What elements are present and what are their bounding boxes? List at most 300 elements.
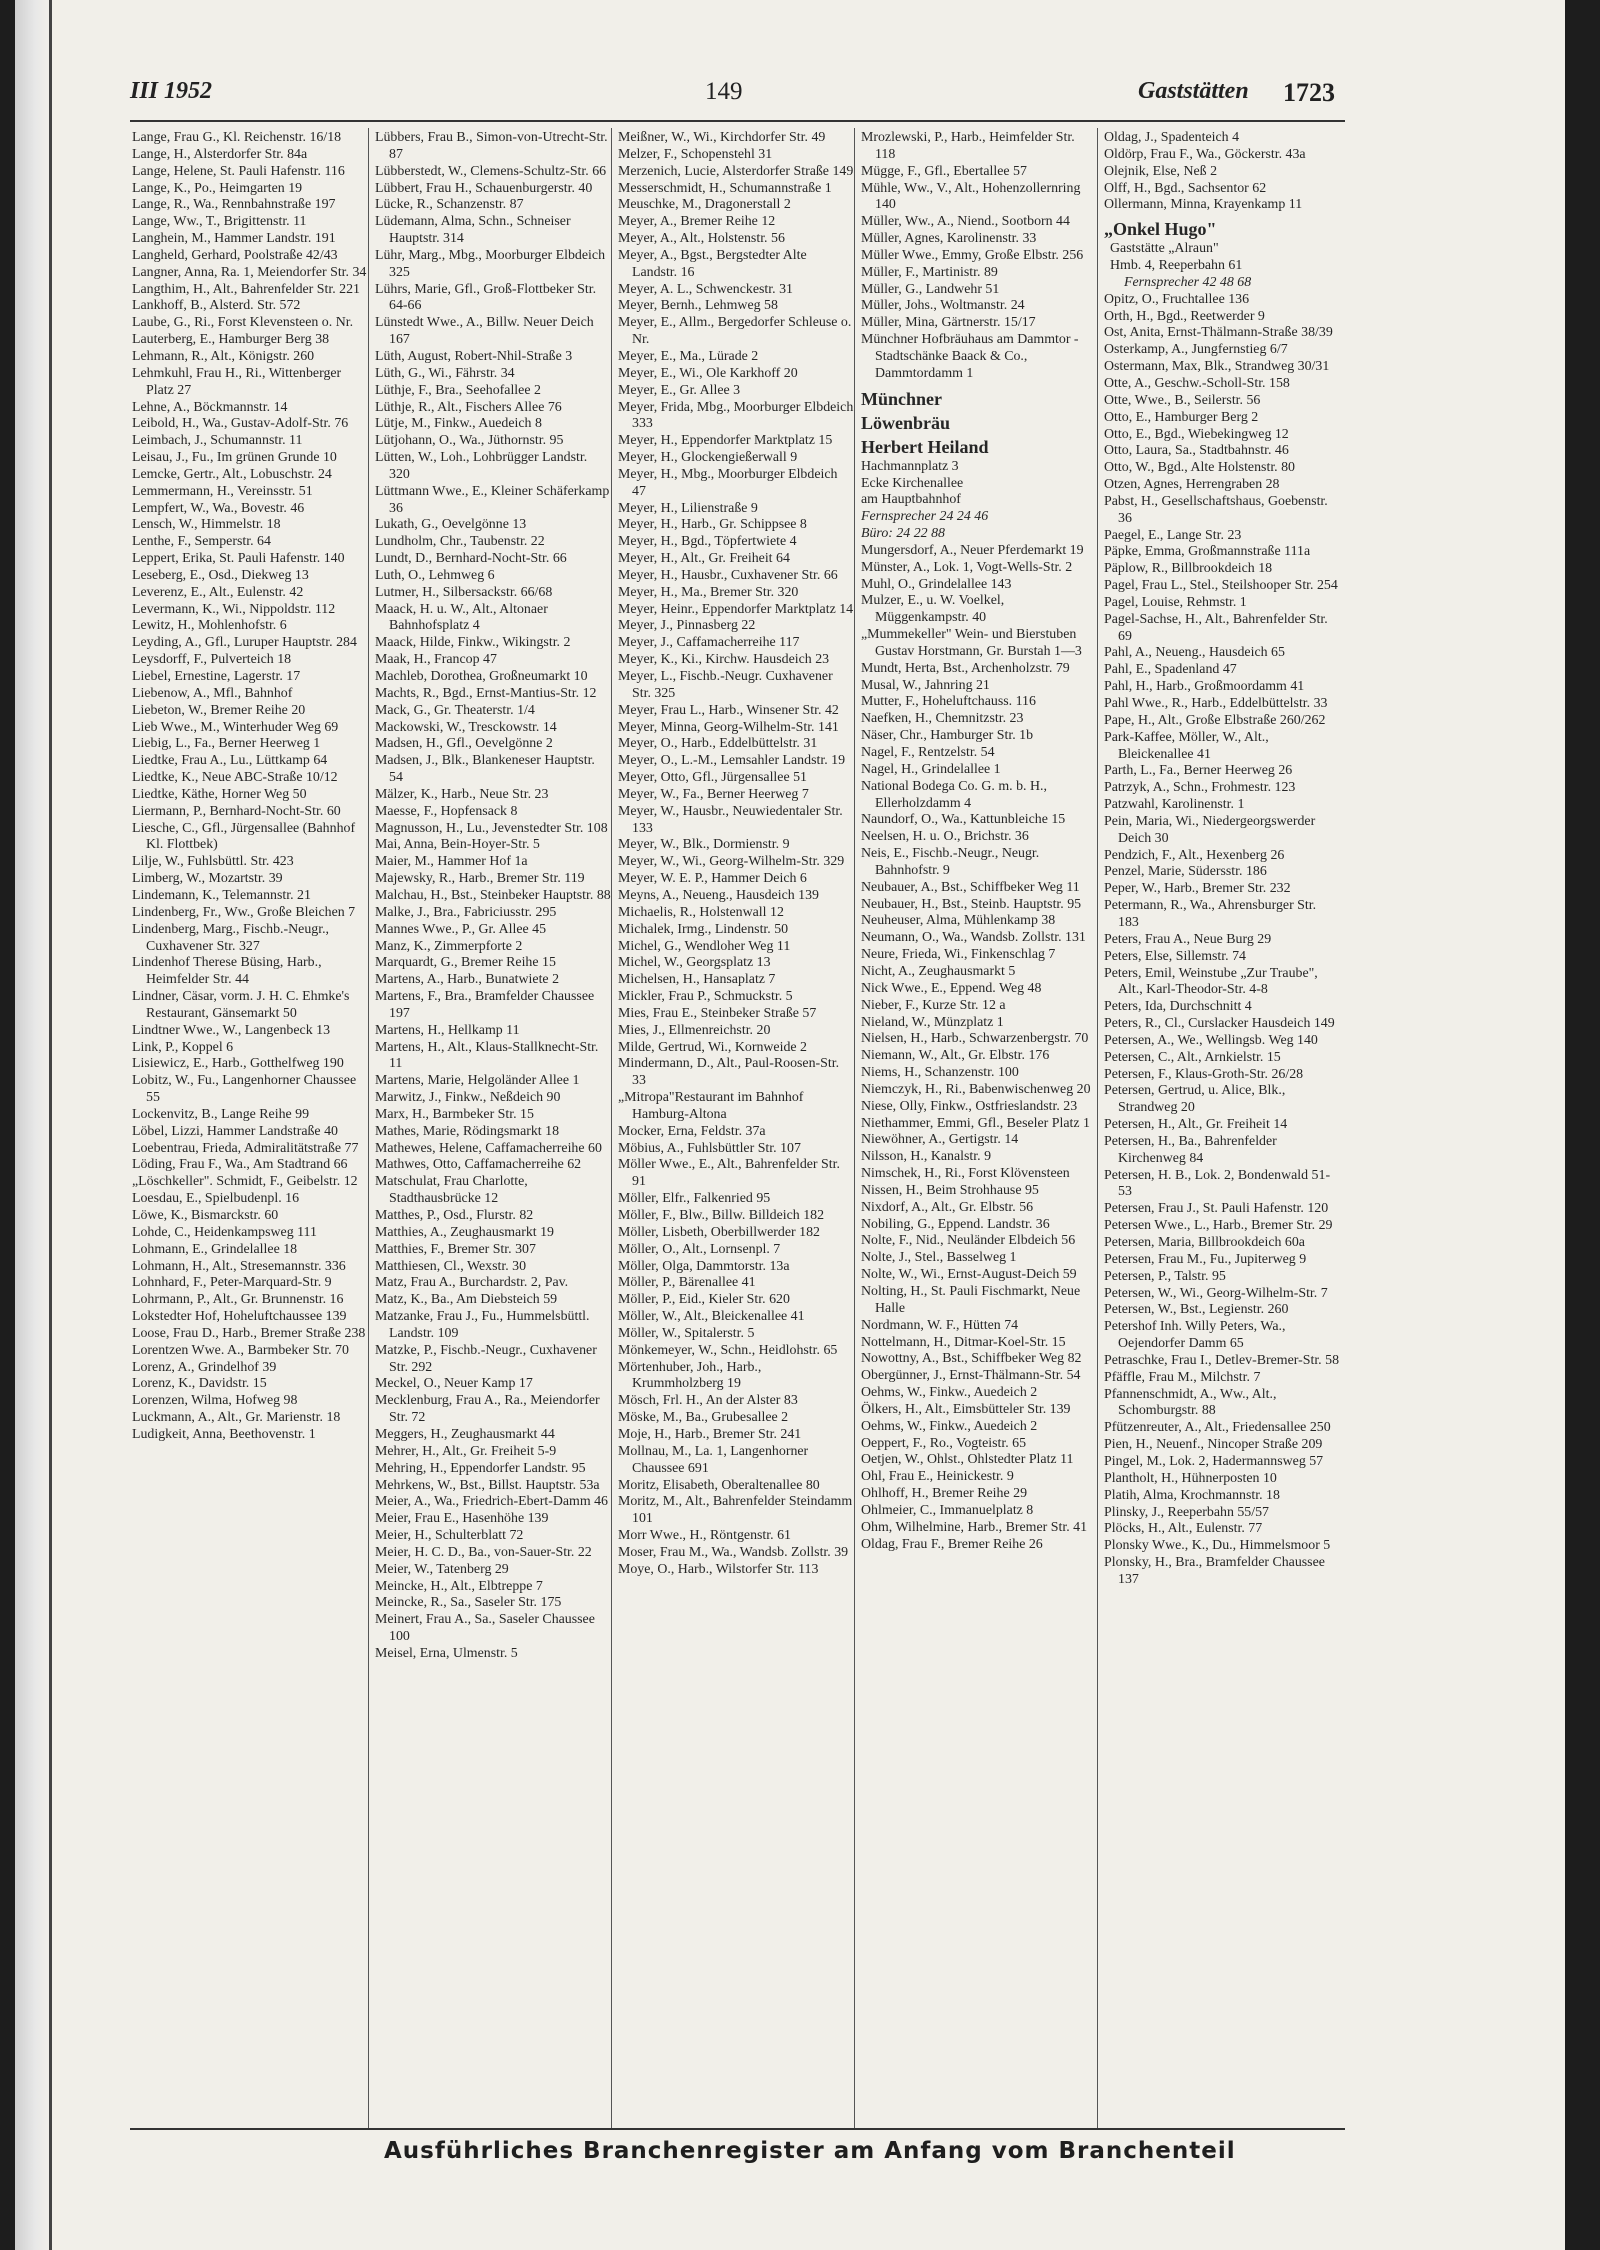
directory-entry: Maack, Hilde, Finkw., Wikingstr. 2: [375, 635, 571, 651]
directory-entry: Meyer, H., Glockengießerwall 9: [618, 450, 798, 466]
directory-entry: Neelsen, H. u. O., Brichstr. 36: [861, 829, 1029, 845]
directory-entry: Madsen, H., Gfl., Oevelgönne 2: [375, 736, 553, 752]
directory-entry: Meyer, W., Blk., Dormienstr. 9: [618, 837, 790, 853]
directory-entry: Lütjohann, O., Wa., Jüthornstr. 95: [375, 433, 564, 449]
directory-entry: Lange, Ww., T., Brigittenstr. 11: [132, 214, 307, 230]
directory-entry: Morr Wwe., H., Röntgenstr. 61: [618, 1528, 791, 1544]
directory-entry: Meißner, W., Wi., Kirchdorfer Str. 49: [618, 130, 826, 145]
directory-entry: Loesdau, E., Spielbudenpl. 16: [132, 1191, 300, 1207]
directory-entry: Otto, E., Hamburger Berg 2: [1104, 409, 1259, 425]
directory-entry: Lankhoff, B., Alsterd. Str. 572: [132, 298, 301, 314]
directory-entry: Mösch, Frl. H., An der Alster 83: [618, 1393, 798, 1409]
directory-entry: Mocker, Erna, Feldstr. 37a: [618, 1123, 766, 1139]
directory-entry: Michelsen, H., Hansaplatz 7: [618, 972, 776, 988]
directory-entry: Meyns, A., Neueng., Hausdeich 139: [618, 887, 819, 903]
directory-entry: Meckel, O., Neuer Kamp 17: [375, 1376, 533, 1392]
directory-column-4: [861, 130, 1097, 1554]
ad-phone-line: Fernsprecher 42 48 68: [1124, 274, 1252, 290]
directory-entry: Oldörp, Frau F., Wa., Göckerstr. 43a: [1104, 146, 1306, 162]
directory-entry: Mack, G., Gr. Theaterstr. 1/4: [375, 702, 535, 718]
directory-entry: Lobitz, W., Fu., Langenhorner Chaussee 55: [132, 1073, 357, 1106]
directory-entry: Meyer, H., Bgd., Töpfertwiete 4: [618, 534, 797, 550]
directory-entry: Meyer, W., Wi., Georg-Wilhelm-Str. 329: [618, 854, 845, 870]
directory-entry: Otto, E., Bgd., Wiebekingweg 12: [1104, 426, 1289, 442]
ad-title-line: Löwenbräu: [861, 412, 951, 433]
directory-entry: Mehrkens, W., Bst., Billst. Hauptstr. 53a: [375, 1477, 600, 1493]
directory-entry: Meuschke, M., Dragonerstall 2: [618, 197, 791, 213]
ad-address-line: Hachmannplatz 3: [861, 458, 959, 474]
directory-entry: Petersen, W., Wi., Georg-Wilhelm-Str. 7: [1104, 1285, 1328, 1301]
directory-entry: Pagel-Sachse, H., Alt., Bahrenfelder Str. 69: [1104, 611, 1328, 644]
directory-entry: Möller, Elfr., Falkenried 95: [618, 1191, 771, 1207]
directory-entry: Meincke, H., Alt., Elbtreppe 7: [375, 1578, 543, 1594]
directory-entry: Lindner, Cäsar, vorm. J. H. C. Ehmke's Restaurant, Gänsemarkt 50: [132, 989, 350, 1021]
directory-entry: Pagel, Louise, Rehmstr. 1: [1104, 594, 1247, 610]
footer-note: Ausführliches Branchenregister am Anfang vom Branchenteil: [384, 2138, 1236, 2164]
directory-entry: Magnusson, H., Lu., Jevenstedter Str. 108: [375, 820, 608, 836]
header-volume-year: III 1952: [130, 78, 213, 104]
directory-entry: Moritz, Elisabeth, Oberaltenallee 80: [618, 1477, 820, 1493]
directory-entry: Peper, W., Harb., Bremer Str. 232: [1104, 881, 1291, 897]
directory-entry: Matthiesen, Cl., Wexstr. 30: [375, 1258, 527, 1274]
footer-rule: [130, 2128, 1345, 2130]
directory-entry: Nolte, W., Wi., Ernst-August-Deich 59: [861, 1267, 1077, 1283]
directory-entry: Lührs, Marie, Gfl., Groß-Flottbeker Str. 64-66: [375, 281, 597, 314]
directory-entry: Nolting, H., St. Pauli Fischmarkt, Neue Halle: [861, 1284, 1081, 1316]
directory-entry: Lohnhard, F., Peter-Marquard-Str. 9: [132, 1275, 332, 1291]
directory-entry: Möller, P., Bärenallee 41: [618, 1275, 756, 1291]
directory-entry: Luth, O., Lehmweg 6: [375, 567, 495, 583]
directory-entry: Lehmkuhl, Frau H., Ri., Wittenberger Platz 27: [132, 365, 342, 398]
directory-entry: Mungersdorf, A., Neuer Pferdemarkt 19: [861, 542, 1084, 558]
directory-entry: Langheld, Gerhard, Poolstraße 42/43: [132, 247, 338, 263]
directory-entry: Lempfert, W., Wa., Bovestr. 46: [132, 500, 305, 516]
directory-entry: Liesche, C., Gfl., Jürgensallee (Bahnhof Kl. Flottbek): [132, 820, 356, 853]
directory-entry: Nielsen, H., Harb., Schwarzenbergstr. 70: [861, 1031, 1089, 1047]
directory-entry: Pagel, Frau L., Stel., Steilshooper Str. 254: [1104, 578, 1338, 594]
directory-entry: Petersen, H. B., Lok. 2, Bondenwald 51-53: [1104, 1167, 1331, 1200]
directory-entry: Otte, Wwe., B., Seilerstr. 56: [1104, 392, 1261, 408]
directory-entry: Näser, Chr., Hamburger Str. 1b: [861, 728, 1034, 744]
directory-entry: Petersen, C., Alt., Arnkielstr. 15: [1104, 1049, 1281, 1065]
directory-entry: Nottelmann, H., Ditmar-Koel-Str. 15: [861, 1334, 1066, 1350]
directory-entry: Meinert, Frau A., Sa., Saseler Chaussee 100: [375, 1612, 595, 1645]
ad-address-line: Gaststätte „Alraun": [1110, 241, 1219, 257]
directory-entry: Lemcke, Gertr., Alt., Lobuschstr. 24: [132, 466, 332, 482]
directory-entry: Nordmann, W. F., Hütten 74: [861, 1317, 1019, 1333]
directory-entry: Müller Wwe., Emmy, Große Elbstr. 256: [861, 247, 1084, 263]
directory-entry: Liebeton, W., Bremer Reihe 20: [132, 702, 306, 718]
directory-entry: Niems, H., Schanzenstr. 100: [861, 1065, 1019, 1081]
directory-entry: Park-Kaffee, Möller, W., Alt., Bleickenallee 41: [1104, 729, 1269, 762]
directory-entry: Martens, H., Hellkamp 11: [375, 1022, 520, 1038]
ad-title-line: „Onkel Hugo": [1104, 219, 1217, 240]
directory-entry: Lüthje, R., Alt., Fischers Allee 76: [375, 399, 562, 415]
directory-entry: Ollermann, Minna, Krayenkamp 11: [1104, 197, 1303, 213]
directory-entry: Otto, Laura, Sa., Stadtbahnstr. 46: [1104, 443, 1289, 459]
directory-entry: Ohlhoff, H., Bremer Reihe 29: [861, 1486, 1028, 1502]
directory-entry: Lüdemann, Alma, Schn., Schneiser Hauptstr. 314: [375, 214, 571, 247]
ad-address-line: Hmb. 4, Reeperbahn 61: [1110, 258, 1243, 274]
directory-entry: Mrozlewski, P., Harb., Heimfelder Str. 118: [861, 130, 1075, 162]
page-background: [1565, 0, 1600, 2250]
directory-entry: Limberg, W., Mozartstr. 39: [132, 871, 283, 887]
directory-entry: Meyer, W., Fa., Berner Heerweg 7: [618, 786, 809, 802]
directory-entry: Meier, Frau E., Hasenhöhe 139: [375, 1511, 549, 1527]
directory-entry: Pfäffle, Frau M., Milchstr. 7: [1104, 1369, 1261, 1385]
directory-entry: Müller, Mina, Gärtnerstr. 15/17: [861, 315, 1036, 331]
directory-entry: Mathwes, Otto, Caffamacherreihe 62: [375, 1157, 582, 1173]
directory-entry: Otzen, Agnes, Herrengraben 28: [1104, 477, 1280, 493]
directory-entry: Möller, W., Spitalerstr. 5: [618, 1325, 755, 1341]
directory-entry: Nolte, J., Stel., Basselweg 1: [861, 1250, 1017, 1266]
directory-entry: Meyer, O., L.-M., Lemsahler Landstr. 19: [618, 753, 846, 769]
directory-entry: Muhl, O., Grindelallee 143: [861, 576, 1012, 592]
directory-entry: Lübbert, Frau H., Schauenburgerstr. 40: [375, 180, 593, 196]
directory-entry: Mollnau, M., La. 1, Langenhorner Chaussee 691: [618, 1443, 809, 1476]
directory-entry: Nagel, F., Rentzelstr. 54: [861, 745, 995, 760]
directory-entry: Michel, G., Wendloher Weg 11: [618, 938, 791, 954]
directory-entry: Neure, Frieda, Wi., Finkenschlag 7: [861, 947, 1056, 963]
directory-entry: Pahl Wwe., R., Harb., Eddelbüttelstr. 33: [1104, 696, 1328, 711]
directory-entry: Meyer, J., Pinnasberg 22: [618, 618, 756, 634]
ad-phone-line: Büro: 24 22 88: [861, 526, 945, 542]
directory-entry: Müller, G., Landwehr 51: [861, 281, 1000, 297]
directory-entry: Pabst, H., Gesellschaftshaus, Goebenstr. 36: [1104, 493, 1328, 526]
directory-column-1: [132, 130, 368, 1444]
directory-entry: Petersen, Gertrud, u. Alice, Blk., Strandweg 20: [1104, 1083, 1286, 1116]
directory-entry: Neubauer, A., Bst., Schiffbeker Weg 11: [861, 879, 1080, 895]
directory-entry: Ost, Anita, Ernst-Thälmann-Straße 38/39: [1104, 325, 1333, 341]
directory-entry: Matthies, A., Zeughausmarkt 19: [375, 1224, 555, 1240]
directory-entry: Meggers, H., Zeughausmarkt 44: [375, 1426, 555, 1442]
directory-entry: Oehms, W., Finkw., Auedeich 2: [861, 1418, 1038, 1434]
directory-entry: Nieland, W., Münzplatz 1: [861, 1014, 1004, 1030]
directory-entry: Ohm, Wilhelmine, Harb., Bremer Str. 41: [861, 1519, 1088, 1535]
directory-entry: Majewsky, R., Harb., Bremer Str. 119: [375, 871, 585, 887]
directory-entry: Marquardt, G., Bremer Reihe 15: [375, 955, 556, 971]
directory-entry: Machleb, Dorothea, Großneumarkt 10: [375, 669, 588, 684]
directory-entry: Langhein, M., Hammer Landstr. 191: [132, 231, 336, 247]
directory-entry: Lange, K., Po., Heimgarten 19: [132, 180, 303, 196]
directory-entry: Loebentrau, Frieda, Admiralitätstraße 77: [132, 1140, 359, 1156]
directory-entry: Leseberg, E., Osd., Diekweg 13: [132, 567, 309, 583]
directory-entry: Nissen, H., Beim Strohhause 95: [861, 1182, 1039, 1198]
directory-entry: Lüttmann Wwe., E., Kleiner Schäferkamp 36: [375, 483, 610, 516]
directory-entry: Michalek, Irmg., Lindenstr. 50: [618, 921, 789, 937]
directory-entry: Lange, Helene, St. Pauli Hafenstr. 116: [132, 163, 345, 179]
directory-entry: Liebig, L., Fa., Berner Heerweg 1: [132, 736, 321, 752]
directory-entry: Pahl, E., Spadenland 47: [1104, 662, 1237, 678]
directory-entry: Nobiling, G., Eppend. Landstr. 36: [861, 1216, 1050, 1232]
directory-entry: Münster, A., Lok. 1, Vogt-Wells-Str. 2: [861, 559, 1073, 575]
directory-entry: Patzwahl, Karolinenstr. 1: [1104, 797, 1245, 813]
directory-entry: Meyer, E., Wi., Ole Karkhoff 20: [618, 365, 798, 381]
directory-entry: Lokstedter Hof, Hoheluftchaussee 139: [132, 1309, 347, 1325]
directory-entry: Meyer, Frida, Mbg., Moorburger Elbdeich 333: [618, 399, 854, 432]
directory-entry: Meyer, Minna, Georg-Wilhelm-Str. 141: [618, 719, 839, 735]
directory-entry: Lundholm, Chr., Taubenstr. 22: [375, 534, 545, 550]
header-page-number: 149: [705, 78, 743, 105]
directory-entry: Möske, M., Ba., Grubesallee 2: [618, 1410, 789, 1426]
directory-entry: Meyer, H., Ma., Bremer Str. 320: [618, 584, 799, 600]
directory-entry: Maack, H. u. W., Alt., Altonaer Bahnhofsplatz 4: [375, 601, 548, 634]
directory-entry: Meyer, Frau L., Harb., Winsener Str. 42: [618, 702, 839, 718]
directory-entry: Messerschmidt, H., Schumannstraße 1: [618, 180, 832, 196]
ad-phone-line: Fernsprecher 24 24 46: [861, 509, 989, 525]
directory-entry: Patrzyk, A., Schn., Frohmestr. 123: [1104, 780, 1296, 796]
directory-entry: Möller, Lisbeth, Oberbillwerder 182: [618, 1224, 820, 1240]
directory-entry: Meyer, Heinr., Eppendorfer Marktplatz 14: [618, 601, 854, 617]
directory-entry: Oetjen, W., Ohlst., Ohlstedter Platz 11: [861, 1452, 1074, 1468]
directory-entry: Matz, Frau A., Burchardstr. 2, Pav.: [375, 1275, 569, 1291]
directory-entry: Lewitz, H., Mohlenhofstr. 6: [132, 618, 287, 634]
directory-entry: Loose, Frau D., Harb., Bremer Straße 238: [132, 1325, 366, 1341]
directory-entry: Lorentzen Wwe. A., Barmbeker Str. 70: [132, 1342, 349, 1358]
directory-entry: Liermann, P., Bernhard-Nocht-Str. 60: [132, 803, 341, 819]
directory-entry: Nick Wwe., E., Eppend. Weg 48: [861, 980, 1042, 996]
directory-entry: Nimschek, H., Ri., Forst Klövensteen: [861, 1166, 1070, 1182]
directory-entry: Petersen Wwe., L., Harb., Bremer Str. 29: [1104, 1218, 1333, 1234]
directory-entry: Martens, A., Harb., Bunatwiete 2: [375, 972, 560, 988]
directory-entry: Neumann, O., Wa., Wandsb. Zollstr. 131: [861, 930, 1086, 946]
directory-entry: Peters, Frau A., Neue Burg 29: [1104, 931, 1272, 947]
directory-entry: Lange, Frau G., Kl. Reichenstr. 16/18: [132, 130, 342, 145]
directory-entry: Nixdorf, A., Alt., Gr. Elbstr. 56: [861, 1199, 1034, 1215]
directory-entry: Obergünner, J., Ernst-Thälmann-Str. 54: [861, 1368, 1081, 1384]
directory-entry: Pien, H., Neuenf., Nincoper Straße 209: [1104, 1437, 1323, 1453]
directory-entry: Lindenberg, Marg., Fischb.-Neugr., Cuxhavener Str. 327: [132, 921, 330, 954]
directory-entry: Lohmann, E., Grindelallee 18: [132, 1241, 298, 1257]
directory-entry: Oldag, Frau F., Bremer Reihe 26: [861, 1536, 1043, 1552]
directory-entry: Ostermann, Max, Blk., Strandweg 30/31: [1104, 359, 1330, 375]
directory-entry: Merzenich, Lucie, Alsterdorfer Straße 149: [618, 163, 854, 179]
directory-entry: Petersen, H., Alt., Gr. Freiheit 14: [1104, 1117, 1288, 1133]
directory-entry: Michaelis, R., Holstenwall 12: [618, 904, 784, 920]
directory-entry: Luckmann, A., Alt., Gr. Marienstr. 18: [132, 1410, 341, 1426]
column-divider: [854, 128, 855, 2128]
directory-entry: Lohde, C., Heidenkampsweg 111: [132, 1224, 317, 1240]
ad-muenchner-loewenbraeu: [861, 383, 1097, 543]
directory-entry: Müller, Ww., A., Niend., Sootborn 44: [861, 214, 1070, 230]
directory-entry: Meyer, A. L., Schwenckestr. 31: [618, 281, 793, 297]
directory-entry: Lehmann, R., Alt., Königstr. 260: [132, 348, 315, 364]
directory-entry: Link, P., Koppel 6: [132, 1039, 234, 1055]
directory-entry: Manz, K., Zimmerpforte 2: [375, 938, 523, 954]
directory-entry: Petershof Inh. Willy Peters, Wa., Oejendorfer Damm 65: [1104, 1319, 1286, 1352]
directory-entry: Malchau, H., Bst., Steinbeker Hauptstr. 88: [375, 887, 611, 903]
directory-entry: Leppert, Erika, St. Pauli Hafenstr. 140: [132, 551, 345, 567]
directory-entry: Lehne, A., Böckmannstr. 14: [132, 399, 288, 415]
directory-entry: Meier, H. C. D., Ba., von-Sauer-Str. 22: [375, 1544, 592, 1560]
directory-entry: Möller, Olga, Dammtorstr. 13a: [618, 1258, 790, 1274]
directory-entry: Lange, H., Alsterdorfer Str. 84a: [132, 146, 308, 162]
directory-entry: Lundt, D., Bernhard-Nocht-Str. 66: [375, 551, 567, 567]
directory-entry: Nowottny, A., Bst., Schiffbeker Weg 82: [861, 1351, 1082, 1367]
directory-page: [15, 0, 1585, 2250]
directory-entry: Möller, W., Alt., Bleickenallee 41: [618, 1309, 805, 1325]
directory-entry: Lilje, W., Fuhlsbüttl. Str. 423: [132, 854, 294, 870]
directory-entry: Nicht, A., Zeughausmarkt 5: [861, 963, 1016, 979]
directory-entry: Meyer, W. E. P., Hammer Deich 6: [618, 871, 807, 887]
directory-entry: Lensch, W., Himmelstr. 18: [132, 517, 281, 533]
directory-entry: Meier, W., Tatenberg 29: [375, 1561, 509, 1577]
directory-entry: Laube, G., Ri., Forst Klevensteen o. Nr.: [132, 315, 354, 331]
directory-entry: Mies, J., Ellmenreichstr. 20: [618, 1022, 771, 1038]
directory-entry: Pape, H., Alt., Große Elbstraße 260/262: [1104, 712, 1326, 728]
directory-entry: Leibold, H., Wa., Gustav-Adolf-Str. 76: [132, 416, 349, 432]
directory-entry: Lünstedt Wwe., A., Billw. Neuer Deich 167: [375, 315, 594, 348]
directory-entry: Lübbers, Frau B., Simon-von-Utrecht-Str. 87: [375, 130, 608, 162]
directory-entry: Michel, W., Georgsplatz 13: [618, 955, 771, 971]
directory-entry: Löbel, Lizzi, Hammer Landstraße 40: [132, 1123, 338, 1139]
directory-entry: Martens, F., Bra., Bramfelder Chaussee 197: [375, 989, 595, 1021]
directory-entry: Matzke, P., Fischb.-Neugr., Cuxhavener Str. 292: [375, 1342, 597, 1375]
directory-entry: Musal, W., Jahnring 21: [861, 677, 990, 693]
directory-entry: Opitz, O., Fruchtallee 136: [1104, 291, 1250, 307]
directory-entry: Lenthe, F., Semperstr. 64: [132, 534, 271, 550]
directory-entry: Meyer, Otto, Gfl., Jürgensallee 51: [618, 770, 807, 786]
directory-entry: Neis, E., Fischb.-Neugr., Neugr. Bahnhofstr. 9: [861, 846, 1040, 878]
directory-entry: Niemczyk, H., Ri., Babenwischenweg 20: [861, 1081, 1091, 1097]
ad-address-line: Ecke Kirchenallee: [861, 475, 964, 491]
directory-entry: Mathes, Marie, Rödingsmarkt 18: [375, 1123, 560, 1139]
directory-entry: Langthim, H., Alt., Bahrenfelder Str. 221: [132, 281, 361, 297]
directory-entry: Müller, F., Martinistr. 89: [861, 264, 998, 280]
directory-entry: Lohrmann, P., Alt., Gr. Brunnenstr. 16: [132, 1292, 344, 1308]
directory-entry: Melzer, F., Schopenstehl 31: [618, 146, 773, 162]
directory-entry: Niemann, W., Alt., Gr. Elbstr. 176: [861, 1048, 1050, 1064]
directory-entry: Lübberstedt, W., Clemens-Schultz-Str. 66: [375, 163, 607, 179]
directory-entry: Möbius, A., Fuhlsbüttler Str. 107: [618, 1140, 801, 1156]
header-rule: [130, 120, 1345, 122]
directory-entry: Parth, L., Fa., Berner Heerweg 26: [1104, 763, 1293, 779]
column-divider: [1097, 128, 1098, 2128]
directory-entry: Meyer, A., Bremer Reihe 12: [618, 214, 776, 230]
directory-entry: Liebenow, A., Mfl., Bahnhof: [132, 685, 293, 701]
directory-entry: Machts, R., Bgd., Ernst-Mantius-Str. 12: [375, 685, 597, 701]
directory-entry: Nilsson, H., Kanalstr. 9: [861, 1149, 992, 1165]
directory-entry: Meier, A., Wa., Friedrich-Ebert-Damm 46: [375, 1494, 608, 1510]
directory-entry: Moje, H., Harb., Bremer Str. 241: [618, 1426, 802, 1442]
ad-address-line: am Hauptbahnhof: [861, 492, 961, 508]
directory-entry: Mindermann, D., Alt., Paul-Roosen-Str. 33: [618, 1056, 840, 1089]
directory-entry: Lüth, August, Robert-Nhil-Straße 3: [375, 348, 573, 364]
directory-entry: Möller Wwe., E., Alt., Bahrenfelder Str. 91: [618, 1157, 840, 1190]
directory-entry: Mackowski, W., Tresckowstr. 14: [375, 719, 557, 735]
directory-entry: Mühle, Ww., V., Alt., Hohenzollernring 140: [861, 180, 1081, 213]
directory-entry: Ohlmeier, C., Immanuelplatz 8: [861, 1502, 1034, 1518]
directory-entry: Paegel, E., Lange Str. 23: [1104, 527, 1242, 543]
directory-entry: Mälzer, K., Harb., Neue Str. 23: [375, 786, 549, 802]
directory-entry: Moye, O., Harb., Wilstorfer Str. 113: [618, 1561, 819, 1577]
directory-entry: Meyer, A., Bgst., Bergstedter Alte Landstr. 16: [618, 247, 807, 280]
directory-entry: Maak, H., Francop 47: [375, 652, 497, 668]
directory-entry: „Mummekeller" Wein- und Bierstuben Gustav Horstmann, Gr. Burstah 1—3: [861, 627, 1082, 659]
directory-entry: Madsen, J., Blk., Blankeneser Hauptstr. 54: [375, 753, 595, 786]
directory-entry: Mundt, Herta, Bst., Archenholzstr. 79: [861, 660, 1070, 676]
directory-entry: Nieber, F., Kurze Str. 12 a: [861, 997, 1006, 1013]
directory-entry: Mutter, F., Hoheluftchauss. 116: [861, 694, 1036, 710]
directory-entry: Möller, P., Eid., Kieler Str. 620: [618, 1292, 790, 1308]
directory-entry: Osterkamp, A., Jungfernstieg 6/7: [1104, 342, 1288, 358]
directory-entry: Meyer, H., Alt., Gr. Freiheit 64: [618, 551, 790, 567]
directory-entry: Milde, Gertrud, Wi., Kornweide 2: [618, 1039, 807, 1055]
directory-entry: Peters, Emil, Weinstube „Zur Traube", Alt., Karl-Theodor-Str. 4-8: [1104, 965, 1318, 998]
spine-shadow: [49, 0, 52, 2250]
directory-entry: Matthes, P., Osd., Flurstr. 82: [375, 1208, 534, 1223]
directory-entry: Liedtke, Frau A., Lu., Lüttkamp 64: [132, 753, 328, 769]
directory-entry: Mies, Frau E., Steinbeker Straße 57: [618, 1005, 817, 1021]
directory-entry: Olejnik, Else, Neß 2: [1104, 163, 1218, 179]
directory-entry: Petersen, F., Klaus-Groth-Str. 26/28: [1104, 1066, 1304, 1082]
directory-entry: Orth, H., Bgd., Reetwerder 9: [1104, 308, 1265, 324]
directory-entry: National Bodega Co. G. m. b. H., Ellerholzdamm 4: [861, 778, 1047, 811]
directory-entry: Otte, A., Geschw.-Scholl-Str. 158: [1104, 375, 1290, 391]
directory-entry: Petersen, H., Ba., Bahrenfelder Kirchenweg 84: [1104, 1133, 1277, 1166]
directory-entry: Moser, Frau M., Wa., Wandsb. Zollstr. 39: [618, 1544, 849, 1560]
directory-entry: Lutmer, H., Silbersackstr. 66/68: [375, 584, 553, 600]
directory-entry: Oeppert, F., Ro., Vogteistr. 65: [861, 1435, 1027, 1451]
page-edge: [15, 0, 49, 2250]
directory-entry: Meyer, E., Ma., Lürade 2: [618, 348, 759, 364]
directory-entry: Petermann, R., Wa., Ahrensburger Str. 183: [1104, 898, 1317, 930]
directory-entry: Müller, Agnes, Karolinenstr. 33: [861, 231, 1037, 247]
directory-entry: Lauterberg, E., Hamburger Berg 38: [132, 332, 330, 348]
directory-entry: Pahl, H., Harb., Großmoordamm 41: [1104, 679, 1305, 695]
directory-entry: Ölkers, H., Alt., Eimsbütteler Str. 139: [861, 1401, 1071, 1417]
directory-entry: Petersen, Maria, Billbrookdeich 60a: [1104, 1235, 1305, 1250]
directory-entry: Niese, Olly, Finkw., Ostfrieslandstr. 23: [861, 1098, 1078, 1114]
directory-entry: Pfannenschmidt, A., Ww., Alt., Schomburgstr. 88: [1104, 1386, 1277, 1419]
directory-entry: Martens, Marie, Helgoländer Allee 1: [375, 1073, 580, 1089]
directory-entry: Otto, W., Bgd., Alte Holstenstr. 80: [1104, 460, 1296, 476]
directory-entry: Petersen, Frau J., St. Pauli Hafenstr. 120: [1104, 1201, 1329, 1217]
directory-entry: Maier, M., Hammer Hof 1a: [375, 854, 528, 870]
directory-entry: Lisiewicz, E., Harb., Gotthelfweg 190: [132, 1056, 344, 1072]
directory-entry: Lieb Wwe., M., Winterhuder Weg 69: [132, 719, 339, 735]
directory-entry: Lühr, Marg., Mbg., Moorburger Elbdeich 325: [375, 247, 606, 280]
directory-entry: Meyer, E., Gr. Allee 3: [618, 382, 741, 398]
directory-entry: Niethammer, Emmi, Gfl., Beseler Platz 1: [861, 1115, 1090, 1131]
directory-entry: Naefken, H., Chemnitzstr. 23: [861, 711, 1024, 727]
directory-entry: Lindtner Wwe., W., Langenbeck 13: [132, 1022, 331, 1038]
directory-entry: Liebel, Ernestine, Lagerstr. 17: [132, 669, 301, 684]
directory-entry: Meincke, R., Sa., Saseler Str. 175: [375, 1595, 562, 1611]
directory-entry: Pahl, A., Neueng., Hausdeich 65: [1104, 645, 1285, 661]
directory-entry: Plantholt, H., Hühnerposten 10: [1104, 1470, 1277, 1486]
directory-entry: Moritz, M., Alt., Bahrenfelder Steindamm 101: [618, 1494, 853, 1527]
directory-entry: „Mitropa"Restaurant im Bahnhof Hamburg-Altona: [618, 1090, 804, 1122]
directory-entry: „Löschkeller". Schmidt, F., Geibelstr. 12: [132, 1174, 358, 1190]
directory-entry: Meyer, H., Hausbr., Cuxhavener Str. 66: [618, 567, 838, 583]
directory-entry: Leverenz, E., Alt., Eulenstr. 42: [132, 584, 304, 600]
directory-entry: Mönkemeyer, W., Schn., Heidlohstr. 65: [618, 1342, 838, 1358]
directory-entry: Meyer, Bernh., Lehmweg 58: [618, 298, 778, 314]
directory-entry: Matz, K., Ba., Am Diebsteich 59: [375, 1292, 558, 1308]
directory-entry: Meisel, Erna, Ulmenstr. 5: [375, 1645, 518, 1661]
directory-column-5: [1104, 130, 1340, 1589]
directory-entry: Müller, Johs., Woltmanstr. 24: [861, 298, 1025, 314]
directory-entry: Lohmann, H., Alt., Stresemannstr. 336: [132, 1258, 346, 1274]
directory-entry: Martens, H., Alt., Klaus-Stallknecht-Str. 11: [375, 1039, 599, 1072]
directory-entry: Marwitz, J., Finkw., Neßdeich 90: [375, 1090, 561, 1106]
directory-entry: Lorenzen, Wilma, Hofweg 98: [132, 1393, 298, 1409]
directory-entry: Petraschke, Frau I., Detlev-Bremer-Str. 58: [1104, 1352, 1340, 1368]
directory-entry: Päpke, Emma, Großmannstraße 111a: [1104, 544, 1311, 560]
directory-entry: Löding, Frau F., Wa., Am Stadtrand 66: [132, 1157, 348, 1173]
directory-entry: Mai, Anna, Bein-Hoyer-Str. 5: [375, 837, 540, 853]
